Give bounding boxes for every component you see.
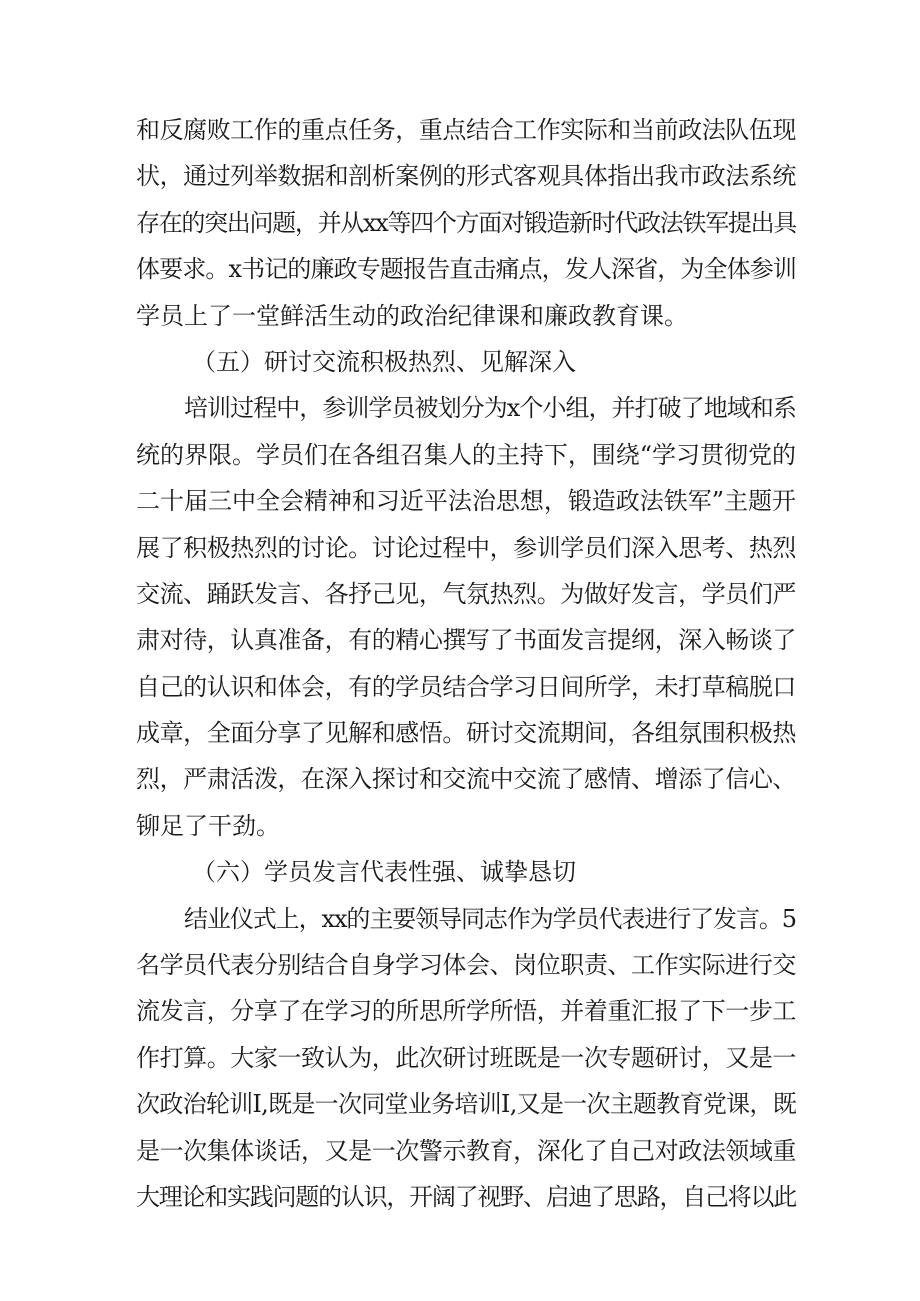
paragraph-line: 存在的突出问题，并从xx等四个方面对锻造新时代政法铁军提出具 [136, 208, 796, 237]
paragraph-line: 体要求。x书记的廉政专题报告直击痛点，发人深省，为全体参训 [136, 255, 796, 284]
paragraph-line: 结业仪式上，xx的主要领导同志作为学员代表进行了发言。5 [184, 904, 796, 933]
body-text [136, 107, 796, 1220]
paragraph-line: 和反腐败工作的重点任务，重点结合工作实际和当前政法队伍现 [136, 116, 796, 144]
paragraph-line: 自己的认识和体会，有的学员结合学习日间所学，未打草稿脱口 [136, 672, 796, 701]
paragraph-line: 展了积极热烈的讨论。讨论过程中，参训学员们深入思考、热烈 [136, 533, 796, 562]
paragraph-line: 大理论和实践问题的认识，开阔了视野、启迪了思路，自己将以此 [136, 1182, 796, 1211]
paragraph-line: 成章，全面分享了见解和感悟。研讨交流期间，各组氛围积极热 [136, 719, 796, 748]
paragraph-line: 交流、踊跃发言、各抒己见，气氛热烈。为做好发言，学员们严 [136, 579, 796, 608]
paragraph-line: 烈，严肃活泼，在深入探讨和交流中交流了感情、增添了信心、 [136, 765, 796, 794]
paragraph-line: 培训过程中，参训学员被划分为x个小组，并打破了地域和系 [184, 394, 796, 423]
paragraph-line: 状，通过列举数据和剖析案例的形式客观具体指出我市政法系统 [136, 162, 796, 191]
section-heading-5: （五）研讨交流积极热烈、见解深入 [192, 347, 576, 376]
paragraph-line: 名学员代表分别结合自身学习体会、岗位职责、工作实际进行交 [136, 951, 796, 980]
paragraph-line: 二十届三中全会精神和习近平法治思想，锻造政法铁军”主题开 [136, 487, 796, 516]
paragraph-line: 肃对待，认真准备，有的精心撰写了书面发言提纲，深入畅谈了 [136, 626, 796, 655]
paragraph-line: 流发言，分享了在学习的所思所学所悟，并着重汇报了下一步工 [136, 997, 796, 1026]
paragraph-line: 是一次集体谈话，又是一次警示教育，深化了自己对政法领域重 [136, 1136, 796, 1165]
paragraph-line: 统的界限。学员们在各组召集人的主持下，围绕“学习贯彻党的 [136, 440, 796, 469]
paragraph-line: 铆足了干劲。 [136, 811, 280, 840]
paragraph-line: 作打算。大家一致认为，此次研讨班既是一次专题研讨，又是一 [136, 1043, 796, 1072]
section-heading-6: （六）学员发言代表性强、诚挚恳切 [192, 858, 576, 887]
paragraph-line: 次政治轮训I,既是一次同堂业务培训I,又是一次主题教育党课，既 [136, 1090, 796, 1119]
paragraph-line: 学员上了一堂鲜活生动的政治纪律课和廉政教育课。 [136, 301, 688, 330]
